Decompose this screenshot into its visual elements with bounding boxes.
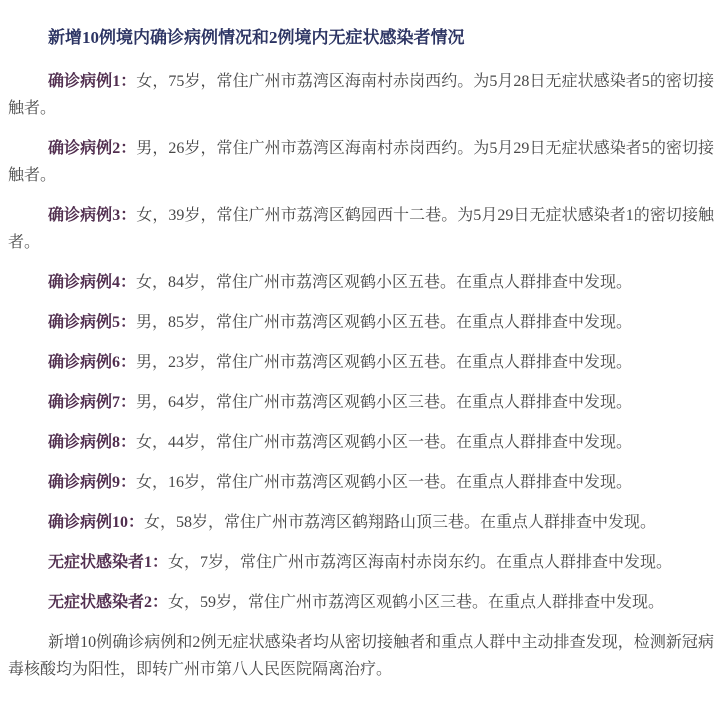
case-paragraph bbox=[8, 68, 714, 122]
case-text: 女，58岁，常住广州市荔湾区鹤翔路山顶三巷。在重点人群排查中发现。 bbox=[144, 514, 657, 531]
case-paragraph bbox=[8, 429, 714, 456]
closing-paragraph bbox=[8, 629, 714, 683]
case-text: 女，16岁，常住广州市荔湾区观鹤小区一巷。在重点人群排查中发现。 bbox=[136, 474, 633, 491]
case-text: 男，23岁，常住广州市荔湾区观鹤小区五巷。在重点人群排查中发现。 bbox=[136, 354, 633, 371]
case-text: 女，84岁，常住广州市荔湾区观鹤小区五巷。在重点人群排查中发现。 bbox=[136, 274, 633, 291]
case-paragraph bbox=[8, 589, 714, 616]
case-label: 确诊病例2： bbox=[48, 140, 137, 157]
case-label: 确诊病例10： bbox=[48, 514, 145, 531]
case-label: 确诊病例7： bbox=[48, 394, 137, 411]
case-label: 确诊病例4： bbox=[48, 274, 137, 291]
case-text: 男，26岁，常住广州市荔湾区海南村赤岗西约。为5月29日无症状感染者5的密切接触者。 bbox=[8, 140, 714, 184]
case-paragraph bbox=[8, 509, 714, 536]
case-text: 女，44岁，常住广州市荔湾区观鹤小区一巷。在重点人群排查中发现。 bbox=[136, 434, 633, 451]
case-text: 男，85岁，常住广州市荔湾区观鹤小区五巷。在重点人群排查中发现。 bbox=[136, 314, 633, 331]
case-paragraph bbox=[8, 269, 714, 296]
case-paragraph bbox=[8, 389, 714, 416]
case-paragraph bbox=[8, 135, 714, 189]
case-label: 确诊病例1： bbox=[48, 73, 137, 90]
case-label: 确诊病例9： bbox=[48, 474, 137, 491]
case-label: 确诊病例6： bbox=[48, 354, 137, 371]
case-text: 女，7岁，常住广州市荔湾区海南村赤岗东约。在重点人群排查中发现。 bbox=[168, 554, 673, 571]
case-text: 女，39岁，常住广州市荔湾区鹤园西十二巷。为5月29日无症状感染者1的密切接触者。 bbox=[8, 207, 714, 251]
case-paragraph bbox=[8, 549, 714, 576]
case-label: 确诊病例3： bbox=[48, 207, 137, 224]
case-text: 女，75岁，常住广州市荔湾区海南村赤岗西约。为5月28日无症状感染者5的密切接触者。 bbox=[8, 73, 714, 117]
case-paragraph bbox=[8, 202, 714, 256]
case-paragraph bbox=[8, 469, 714, 496]
case-label: 确诊病例5： bbox=[48, 314, 137, 331]
case-paragraph bbox=[8, 309, 714, 336]
case-label: 确诊病例8： bbox=[48, 434, 137, 451]
case-label: 无症状感染者1： bbox=[48, 554, 169, 571]
case-label: 无症状感染者2： bbox=[48, 594, 169, 611]
article-title: 新增10例境内确诊病例情况和2例境内无症状感染者情况 bbox=[48, 28, 465, 47]
case-list bbox=[8, 68, 714, 616]
closing-text: 新增10例确诊病例和2例无症状感染者均从密切接触者和重点人群中主动排查发现，检测新冠病毒核酸均为阳性，即转广州市第八人民医院隔离治疗。 bbox=[8, 634, 714, 678]
case-text: 男，64岁，常住广州市荔湾区观鹤小区三巷。在重点人群排查中发现。 bbox=[136, 394, 633, 411]
case-text: 女，59岁，常住广州市荔湾区观鹤小区三巷。在重点人群排查中发现。 bbox=[168, 594, 665, 611]
case-paragraph bbox=[8, 349, 714, 376]
